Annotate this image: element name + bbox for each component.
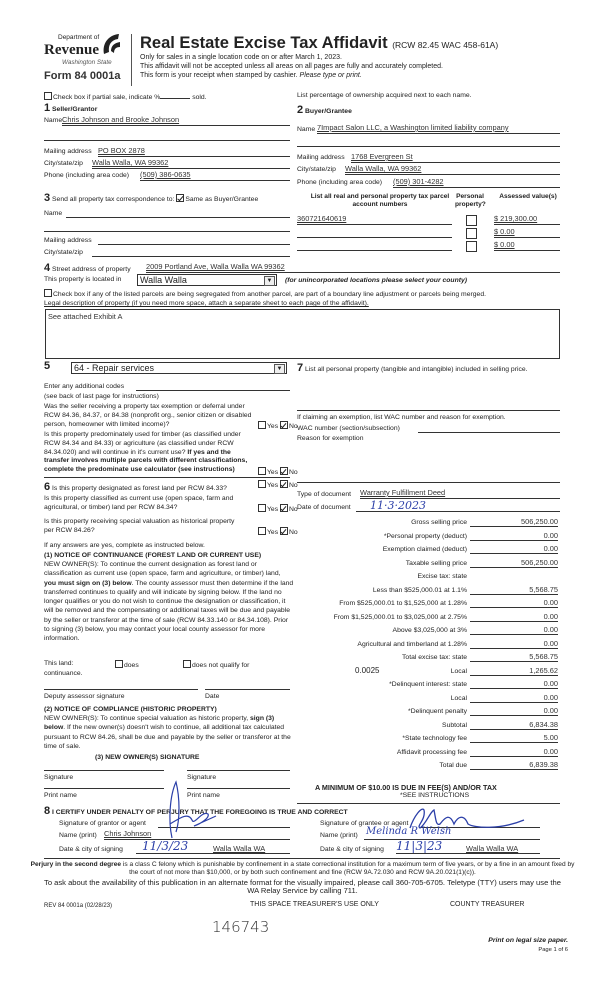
section7-text: List all personal property (tangible and intangible) included in selling price. bbox=[305, 366, 528, 373]
yes-label: Yes bbox=[267, 469, 279, 476]
buyer-name-field[interactable]: 7Impact Salon LLC, a Washington limited liability company bbox=[317, 123, 509, 132]
assessed-value-line bbox=[494, 237, 560, 238]
grantor-signature-label: Signature of grantor or agent bbox=[59, 820, 146, 827]
header-divider bbox=[131, 34, 132, 86]
fee-label: *Delinquent interest: state bbox=[389, 681, 467, 688]
fee-label: Affidavit processing fee bbox=[396, 748, 467, 756]
notice-compliance-heading: (2) NOTICE OF COMPLIANCE (HISTORIC PROPERTY) bbox=[44, 706, 217, 713]
fee-value-field[interactable]: 0.00 bbox=[470, 626, 558, 635]
buyer-name-line-2[interactable] bbox=[297, 146, 560, 147]
timber-question bbox=[44, 431, 249, 475]
yes-label: Yes bbox=[267, 423, 279, 430]
current-use-question: Is this property classified as current use (open space, farm and agricultural, or timber) land per RCW 84.34? bbox=[44, 495, 234, 511]
fee-value-field[interactable]: 1,265.62 bbox=[470, 667, 558, 676]
chevron-down-icon[interactable]: ▼ bbox=[274, 364, 285, 374]
certify-text: I CERTIFY UNDER PENALTY OF PERJURY THAT THE FOREGOING IS TRUE AND CORRECT bbox=[52, 809, 348, 816]
location-select[interactable] bbox=[137, 274, 277, 286]
segregated-checkbox[interactable] bbox=[44, 289, 52, 297]
this-land-label: This land: bbox=[44, 660, 74, 667]
does-checkbox[interactable] bbox=[115, 660, 123, 668]
deputy-date-label: Date bbox=[205, 693, 220, 700]
current-use-answer bbox=[258, 504, 298, 514]
fee-section-label: Excise tax: state bbox=[417, 573, 467, 580]
property-address-line bbox=[146, 272, 560, 273]
revision-label: REV 84 0001a (02/28/23) bbox=[44, 903, 113, 909]
fee-value-field[interactable]: 5,568.75 bbox=[470, 653, 558, 662]
title-ref: (RCW 82.45 WAC 458-61A) bbox=[392, 40, 499, 50]
reason-field[interactable] bbox=[297, 482, 560, 483]
grantee-city-field[interactable]: Walla Walla WA bbox=[466, 844, 519, 853]
segregated-label: Check box if any of the listed parcels are being segregated from another parcel, are part of a boundary line adjustment or parcels being merged. bbox=[53, 291, 486, 298]
fee-value-field[interactable]: 6,834.38 bbox=[470, 721, 558, 730]
no-label: No bbox=[288, 529, 298, 536]
location-note: (for unincorporated locations please select your county) bbox=[285, 277, 468, 284]
fee-label: Taxable selling price bbox=[405, 559, 467, 567]
logo-revenue: Revenue bbox=[44, 42, 99, 58]
fee-label: *Delinquent penalty bbox=[408, 708, 467, 715]
buyer-phone-line bbox=[393, 187, 560, 188]
subtitle-3 bbox=[140, 72, 362, 80]
fee-value-field[interactable]: 5,568.75 bbox=[470, 586, 558, 595]
parcel-numbers-header: List all real and personal property tax parcel account numbers bbox=[310, 193, 450, 208]
historic-question: Is this property receiving special valuation as historical property per RCW 84.26? bbox=[44, 518, 235, 534]
personal-property-checkbox[interactable] bbox=[466, 241, 477, 252]
seller-phone-line bbox=[140, 180, 290, 181]
parcel-number-line bbox=[297, 224, 452, 225]
no-label: No bbox=[288, 469, 298, 476]
grantee-name-field[interactable]: Melinda R Welsh bbox=[366, 826, 452, 837]
fee-label: *Personal property (deduct) bbox=[383, 532, 467, 540]
timber-question-bold: If yes and the transfer involves multiple parcels with different classifications, complete the predominate use calculator (see instructions) bbox=[44, 448, 248, 474]
grantee-name-label: Name (print) bbox=[320, 832, 358, 839]
no-label: No bbox=[288, 423, 298, 430]
owner-print-name-1-field[interactable] bbox=[44, 788, 164, 789]
stamp-number: 146743 bbox=[212, 918, 270, 936]
grantee-date-label: Date & city of signing bbox=[320, 846, 384, 853]
section-number: 8 bbox=[44, 805, 51, 817]
fee-value-field[interactable]: 0.00 bbox=[470, 748, 558, 757]
subtitle-3-italic: Please type or print. bbox=[299, 72, 362, 79]
notice-continuance-heading: (1) NOTICE OF CONTINUANCE (FOREST LAND OR CURRENT USE) bbox=[44, 552, 262, 559]
fee-label: From $1,525,000.01 to $3,025,000 at 2.75% bbox=[333, 613, 467, 621]
no-checkbox[interactable] bbox=[280, 504, 288, 512]
fee-label: Exemption claimed (deduct) bbox=[382, 546, 467, 553]
located-in-label: This property is located in bbox=[44, 276, 122, 283]
buyer-name-label: Name bbox=[297, 126, 316, 133]
owner-signature-2-field[interactable] bbox=[187, 770, 290, 771]
address-label: Street address of property bbox=[52, 266, 131, 273]
does-label: does bbox=[124, 662, 139, 669]
logo-dept: Department of bbox=[58, 34, 100, 41]
signature-label-1: Signature bbox=[44, 774, 74, 781]
land-use-code-select[interactable] bbox=[71, 362, 287, 374]
fee-label: Above $3,025,000 at 3% bbox=[392, 627, 467, 634]
continuance-label: continuance. bbox=[44, 670, 83, 677]
assessed-value-line bbox=[494, 224, 560, 225]
timber-answer bbox=[258, 467, 298, 477]
chevron-down-icon[interactable]: ▼ bbox=[264, 276, 275, 286]
grantor-date-label: Date & city of signing bbox=[59, 846, 123, 853]
fee-value-field[interactable]: 0.00 bbox=[470, 694, 558, 703]
print-name-label-2: Print name bbox=[187, 792, 220, 799]
doc-type-label: Type of document bbox=[297, 491, 352, 498]
fee-label: *State technology fee bbox=[402, 735, 467, 742]
buyer-mailing-label: Mailing address bbox=[297, 154, 345, 161]
seller-name-field[interactable]: Chris Johnson and Brooke Johnson bbox=[62, 115, 180, 124]
seller-city-field[interactable]: Walla Walla, WA 99362 bbox=[92, 158, 169, 167]
buyer-name-line bbox=[317, 133, 560, 134]
does-not-option bbox=[183, 660, 249, 670]
deputy-signature-field[interactable] bbox=[44, 689, 198, 690]
additional-codes-label: Enter any additional codes bbox=[44, 383, 125, 390]
doc-date-label: Date of document bbox=[297, 504, 351, 511]
county-treasurer-label: COUNTY TREASURER bbox=[450, 901, 525, 908]
buyer-city-field[interactable]: Walla Walla, WA 99362 bbox=[345, 164, 422, 173]
fee-label: Subtotal bbox=[442, 721, 467, 729]
grantee-name-line bbox=[364, 839, 540, 840]
land-use-code-value: 64 - Repair services bbox=[74, 363, 155, 373]
parcel-number-line bbox=[297, 237, 452, 238]
personal-property-checkbox[interactable] bbox=[466, 228, 477, 239]
fee-label: Less than $525,000.01 at 1.1% bbox=[372, 586, 467, 594]
fee-label: Local bbox=[450, 694, 467, 702]
assessed-value-header: Assessed value(s) bbox=[499, 193, 557, 200]
forest-answer bbox=[258, 480, 298, 490]
personal-property-header: Personal property? bbox=[455, 193, 486, 208]
legal-description-value: See attached Exhibit A bbox=[48, 312, 123, 321]
logo-state: Washington State bbox=[62, 59, 112, 66]
grantor-city-field[interactable]: Walla Walla WA bbox=[213, 844, 266, 853]
no-label: No bbox=[288, 482, 298, 489]
reason-label: Reason for exemption bbox=[297, 435, 364, 442]
section4-address-label bbox=[44, 264, 131, 274]
fee-value-field[interactable]: 0.00 bbox=[470, 545, 558, 554]
grantor-date-field[interactable]: 11/3/23 bbox=[142, 839, 189, 853]
assessed-value-line bbox=[494, 250, 560, 251]
notice2-text-b: . If the new owner(s) doesn't wish to continue, all additional tax calculated pursuant to RCW 84.26, shall be due and payable by the seller or transferor at the time of sale. bbox=[44, 724, 291, 750]
sold-label: sold. bbox=[192, 94, 207, 101]
grantor-signature-image bbox=[150, 780, 220, 840]
buyer-heading-text: Buyer/Grantee bbox=[305, 108, 352, 115]
fee-value-field[interactable]: 0.00 bbox=[470, 640, 558, 649]
seller-heading-text: Seller/Grantor bbox=[52, 106, 98, 113]
no-checkbox[interactable] bbox=[280, 421, 288, 429]
see-instructions: *SEE INSTRUCTIONS bbox=[400, 792, 470, 799]
print-name-label-1: Print name bbox=[44, 792, 77, 799]
yes-label: Yes bbox=[267, 482, 279, 489]
section-number: 3 bbox=[44, 192, 51, 204]
assessed-value-field[interactable]: $ 219,300.00 bbox=[494, 214, 538, 223]
section3-mailing-label: Mailing address bbox=[44, 237, 92, 244]
notice1-text-a: NEW OWNER(S): To continue the current designation as forest land or classification as current use (open space, farm and agriculture, or timber) land, bbox=[44, 561, 281, 578]
fee-label: Total excise tax: state bbox=[402, 654, 467, 661]
section-number: 6 bbox=[44, 481, 51, 493]
seller-mailing-field[interactable]: PO BOX 2878 bbox=[98, 146, 145, 155]
subtitle-2: This affidavit will not be accepted unless all areas on all pages are fully and accurately completed. bbox=[140, 63, 443, 70]
section-number: 4 bbox=[44, 262, 51, 274]
seller-city-line bbox=[92, 168, 290, 169]
seller-name-label: Name bbox=[44, 117, 63, 124]
section3-text: Send all property tax correspondence to: bbox=[52, 196, 175, 203]
grantee-date-line bbox=[396, 853, 540, 854]
title-text: Real Estate Excise Tax Affidavit bbox=[140, 34, 388, 52]
perjury-notice bbox=[30, 861, 575, 876]
fee-label: Local bbox=[450, 667, 467, 675]
fee-value-field[interactable]: 0.00 bbox=[470, 707, 558, 716]
yes-checkbox[interactable] bbox=[258, 504, 266, 512]
location-value: Walla Walla bbox=[140, 275, 187, 285]
no-checkbox[interactable] bbox=[280, 480, 288, 488]
buyer-city-line bbox=[345, 174, 560, 175]
legal-description-textarea[interactable] bbox=[45, 309, 560, 359]
buyer-city-label: City/state/zip bbox=[297, 166, 336, 173]
grantor-date-line bbox=[136, 853, 290, 854]
seller-heading bbox=[44, 104, 97, 114]
does-option bbox=[115, 660, 139, 670]
fee-label: From $525,000.01 to $1,525,000 at 1.28% bbox=[339, 600, 467, 607]
perjury-text: is a class C felony which is punishable by confinement in a state correctional institution for a maximum term of five years, or by a fine in an amount fixed by the court of not more than $10,000, or by both such confinement and fine (RCW 9A.72.030 and RCW 9A.20.021(1)(c)). bbox=[121, 861, 575, 876]
personal-property-checkbox[interactable] bbox=[466, 215, 477, 226]
seller-mailing-line bbox=[98, 156, 290, 157]
exemption-question: Was the seller receiving a property tax exemption or deferral under RCW 84.36, 84.37, or 84.38 (nonprofit org., senior citizen or disabled person, homeowner with limited income)? bbox=[44, 403, 252, 428]
buyer-mailing-field[interactable]: 1768 Evergreen St bbox=[351, 152, 413, 161]
fee-value-field[interactable]: 6,839.38 bbox=[470, 761, 558, 770]
deputy-signature-label: Deputy assessor signature bbox=[44, 693, 125, 700]
section-divider bbox=[44, 477, 290, 478]
does-not-label: does not qualify for bbox=[192, 662, 250, 669]
subtitle-1: Only for sales in a single location code on or after March 1, 2023. bbox=[140, 54, 342, 61]
partial-sale-checkbox[interactable] bbox=[44, 92, 52, 100]
footer-divider bbox=[44, 858, 560, 859]
grantee-signature-label: Signature of grantee or agent bbox=[320, 820, 409, 827]
exemption-answer bbox=[258, 421, 298, 431]
fee-value-field[interactable]: 0.00 bbox=[470, 599, 558, 608]
partial-sale-row bbox=[44, 92, 207, 102]
see-back-note: (see back of last page for instructions) bbox=[44, 393, 159, 400]
subtitle-3-text: This form is your receipt when stamped by cashier. bbox=[140, 72, 298, 79]
perjury-bold: Perjury in the second degree bbox=[30, 861, 122, 868]
section5-number: 5 bbox=[44, 360, 51, 372]
no-checkbox[interactable] bbox=[280, 467, 288, 475]
seller-city-label: City/state/zip bbox=[44, 160, 83, 167]
if-yes-note: If any answers are yes, complete as instructed below. bbox=[44, 542, 205, 549]
notice1-bold: you must sign on (3) below bbox=[44, 579, 132, 587]
same-as-buyer-checkbox[interactable] bbox=[176, 194, 184, 202]
buyer-phone-field[interactable]: (509) 301-4282 bbox=[393, 177, 444, 186]
fee-label: Gross selling price bbox=[411, 519, 467, 526]
parcel-number-field[interactable]: 360721640619 bbox=[297, 214, 347, 223]
timber-question-text: Is this property predominately used for timber (as classified under RCW 84.34 and 84.33) or agriculture (as classified under RCW 84.34.020) and will continue in it's current use? bbox=[44, 431, 241, 456]
additional-codes-field[interactable] bbox=[136, 390, 290, 391]
minimum-due-note: A MINIMUM OF $10.00 IS DUE IN FEE(S) AND/OR TAX bbox=[315, 783, 497, 792]
notice-compliance-body bbox=[44, 714, 294, 751]
fee-value-field[interactable]: 5.00 bbox=[470, 734, 558, 743]
local-rate: 0.0025 bbox=[355, 665, 380, 675]
ownership-note: List percentage of ownership acquired next to each name. bbox=[297, 92, 472, 99]
section-divider bbox=[297, 803, 560, 804]
page-title bbox=[140, 34, 498, 54]
seller-phone-field[interactable]: (509) 386-0635 bbox=[140, 170, 191, 179]
seller-phone-label: Phone (including area code) bbox=[44, 172, 130, 179]
section-number: 1 bbox=[44, 102, 51, 114]
segregated-row bbox=[44, 289, 486, 299]
notice2-text-a: NEW OWNER(S): To continue special valuation as historic property, bbox=[44, 715, 249, 722]
personal-property-list-label bbox=[297, 364, 562, 374]
wac-label: WAC number (section/subsection) bbox=[297, 425, 400, 432]
fee-value-field[interactable]: 0.00 bbox=[470, 613, 558, 622]
forest-question-text: Is this property designated as forest land per RCW 84.33? bbox=[52, 485, 227, 492]
yes-checkbox[interactable] bbox=[258, 480, 266, 488]
yes-label: Yes bbox=[267, 506, 279, 513]
buyer-phone-label: Phone (including area code) bbox=[297, 179, 383, 186]
grantor-name-label: Name (print) bbox=[59, 832, 97, 839]
section3-name-label: Name bbox=[44, 210, 63, 217]
grantor-name-field[interactable]: Chris Johnson bbox=[104, 829, 152, 838]
doc-type-field[interactable]: Warranty Fulfillment Deed bbox=[360, 488, 446, 497]
section-number: 7 bbox=[297, 362, 304, 374]
signature-label-2: Signature bbox=[187, 774, 217, 781]
alt-format-notice: To ask about the availability of this publication in an alternate format for the visually impaired, please call 360-705-6705. Teletype (TTY) users may use the WA Relay Service by calling 711. bbox=[44, 878, 561, 895]
buyer-mailing-line bbox=[351, 162, 560, 163]
buyer-heading bbox=[297, 106, 352, 116]
property-address-field[interactable]: 2009 Portland Ave, Walla Walla WA 99362 bbox=[146, 262, 285, 271]
logo-swoosh-icon bbox=[100, 32, 122, 58]
section-number: 2 bbox=[297, 104, 304, 116]
fee-value-field[interactable]: 0.00 bbox=[470, 532, 558, 541]
yes-checkbox[interactable] bbox=[258, 421, 266, 429]
seller-name-line-2[interactable] bbox=[44, 140, 290, 141]
fee-value-field[interactable]: 506,250.00 bbox=[470, 518, 558, 527]
fee-label: Total due bbox=[439, 762, 467, 769]
section3-name-field-2[interactable] bbox=[44, 231, 290, 232]
doc-date-field[interactable]: 11·3·2023 bbox=[370, 499, 426, 512]
parcel-number-line bbox=[297, 250, 452, 251]
exemption-heading: If claiming an exemption, list WAC number and reason for exemption. bbox=[297, 414, 506, 421]
seller-mailing-label: Mailing address bbox=[44, 148, 92, 155]
section3-city-field[interactable] bbox=[92, 256, 290, 257]
does-not-checkbox[interactable] bbox=[183, 660, 191, 668]
section3-mailing-field[interactable] bbox=[98, 244, 290, 245]
grantee-date-field[interactable]: 11|3|23 bbox=[396, 839, 443, 853]
form-number: Form 84 0001a bbox=[44, 70, 121, 82]
seller-name-line bbox=[62, 125, 290, 126]
assessed-value-field[interactable]: $ 0.00 bbox=[494, 240, 515, 249]
fee-label: Agricultural and timberland at 1.28% bbox=[357, 640, 467, 648]
doc-date-line bbox=[356, 511, 560, 512]
deputy-date-field[interactable] bbox=[205, 689, 290, 690]
forest-land-question bbox=[44, 483, 227, 493]
page-number: Page 1 of 6 bbox=[538, 947, 568, 953]
section3-name-field[interactable] bbox=[66, 217, 290, 218]
same-as-buyer-label: Same as Buyer/Grantee bbox=[185, 196, 259, 203]
notice2-bold: sign (3) below bbox=[44, 715, 275, 732]
assessed-value-field[interactable]: $ 0.00 bbox=[494, 227, 515, 236]
notice1-text-b: . The county assessor must then determine if the land transferred continues to qualify and will indicate by signing below. If the land no longer qualifies or you do not wish to continue the designation or classification, it will be removed and the compensating or additional taxes will be due and payable by the seller or transferor at the time of sale (RCW 84.33.140 or 84.34.108). Prior to signing (3) below, you may contact your local county assessor for more information. bbox=[44, 579, 294, 643]
fee-value-field[interactable]: 0.00 bbox=[470, 680, 558, 689]
section3-heading bbox=[44, 194, 258, 204]
new-owner-signature-heading: (3) NEW OWNER(S) SIGNATURE bbox=[95, 754, 200, 761]
partial-percent-field[interactable] bbox=[160, 98, 190, 99]
section3-city-label: City/state/zip bbox=[44, 249, 83, 256]
owner-signature-1-field[interactable] bbox=[44, 770, 164, 771]
personal-property-field[interactable] bbox=[297, 410, 560, 411]
partial-sale-label: Check box if partial sale, indicate % bbox=[53, 94, 161, 101]
yes-label: Yes bbox=[267, 529, 279, 536]
yes-checkbox[interactable] bbox=[258, 467, 266, 475]
no-label: No bbox=[288, 506, 298, 513]
legal-paper-note: Print on legal size paper. bbox=[488, 937, 568, 944]
grantor-name-line bbox=[104, 839, 290, 840]
treasurer-space-label: THIS SPACE TREASURER'S USE ONLY bbox=[250, 901, 379, 908]
legal-description-label: Legal description of property (if you need more space, attach a separate sheet to each page of the affidavit). bbox=[44, 300, 369, 307]
wac-number-field[interactable] bbox=[418, 432, 560, 433]
fee-value-field[interactable]: 506,250.00 bbox=[470, 559, 558, 568]
